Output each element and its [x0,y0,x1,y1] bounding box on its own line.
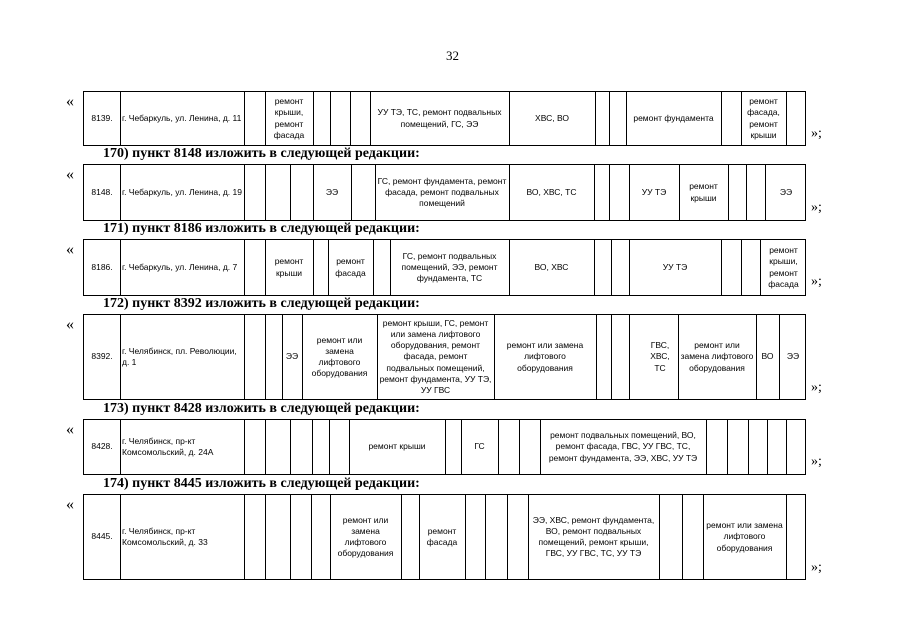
table-row [83,164,806,221]
cell: ремонт фундамента [633,112,714,123]
section-heading: 170) пункт 8148 изложить в следующей редакции: [103,146,420,161]
cell: ремонт фасада [426,525,458,547]
cell: ремонт или замена лифтового оборудования [337,514,394,559]
cell: ГВС, ХВС, ТС [650,340,670,373]
cell: ремонт или замена лифтового оборудования [706,520,783,553]
section-heading: 174) пункт 8445 изложить в следующей редакции: [103,476,420,491]
page-number: 32 [446,48,459,63]
cell: ГС, ремонт фундамента, ремонт фасада, ремонт подвальных помещений [377,175,507,209]
table-row [83,91,806,146]
close-quote: »; [811,560,822,575]
open-quote: « [66,241,74,258]
open-quote: « [66,166,74,183]
cell: ГС [474,441,485,452]
cell: ремонт крыши, ремонт фасада [768,245,799,289]
cell: УУ ТЭ, ТС, ремонт подвальных помещений, ГС, ЭЭ [377,107,502,129]
table-row [83,314,806,400]
row-number: 8392. [91,351,113,362]
cell: ремонт крыши [274,256,304,278]
cell: ЭЭ [325,186,339,197]
cell: ремонт крыши, ремонт фасада [273,96,305,140]
cell: ремонт подвальных помещений, ВО, ремонт фасада, ГВС, УУ ГВС, ТС, ремонт фундамента, ЭЭ, ХВС, УУ ТЭ [548,430,698,463]
cell: ремонт крыши [368,441,426,452]
cell: ЭЭ [779,186,793,197]
row-number: 8186. [91,261,113,272]
open-quote: « [66,93,74,110]
cell: УУ ТЭ [641,186,667,197]
row-number: 8445. [91,531,113,542]
table-row [83,419,806,475]
section-heading: 173) пункт 8428 изложить в следующей редакции: [103,401,420,416]
cell: ВО, ХВС, ТС [526,186,577,197]
cell: ремонт или замена лифтового оборудования [506,340,584,373]
address: г. Челябинск, пр-кт Комсомольский, д. 24А [122,435,214,457]
cell: ремонт крыши [689,181,718,203]
section-heading: 172) пункт 8392 изложить в следующей редакции: [103,296,420,311]
cell: ремонт фасада [335,256,366,278]
cell: ХВС, ВО [535,112,569,123]
cell: УУ ТЭ [662,261,688,272]
address: г. Чебаркуль, ул. Ленина, д. 7 [122,261,238,272]
close-quote: »; [811,200,822,215]
cell: ремонт фасада, ремонт крыши [747,96,780,140]
address: г. Чебаркуль, ул. Ленина, д. 11 [122,112,242,123]
close-quote: »; [811,126,822,141]
cell: ремонт или замена лифтового оборудования [311,334,368,379]
row-number: 8139. [91,112,113,123]
table-row [83,494,806,580]
cell: ЭЭ [786,351,800,362]
section-heading: 171) пункт 8186 изложить в следующей редакции: [103,221,420,236]
cell: ВО [761,351,774,362]
address: г. Челябинск, пр-кт Комсомольский, д. 33 [122,525,208,547]
cell: ВО, ХВС [534,261,569,272]
address: г. Челябинск, пл. Революции, д. 1 [122,345,237,367]
row-number: 8148. [91,186,113,197]
open-quote: « [66,316,74,333]
open-quote: « [66,421,74,438]
close-quote: »; [811,380,822,395]
close-quote: »; [811,454,822,469]
table-row [83,239,806,296]
cell: ЭЭ, ХВС, ремонт фундамента, ВО, ремонт подвальных помещений, ремонт крыши, ГВС, УУ ГВС, ТС, УУ ТЭ [532,514,655,559]
cell: ремонт или замена лифтового оборудования [680,340,754,373]
cell: ГС, ремонт подвальных помещений, ЭЭ, ремонт фундамента, ТС [401,250,498,284]
open-quote: « [66,496,74,513]
cell: ЭЭ [285,351,299,362]
address: г. Чебаркуль, ул. Ленина, д. 19 [122,186,242,197]
cell: ремонт крыши, ГС, ремонт или замена лифтового оборудования, ремонт фасада, ремонт подвальных помещений, ремонт фундамента, УУ ТЭ, УУ ГВС [379,318,492,395]
row-number: 8428. [91,441,113,452]
close-quote: »; [811,274,822,289]
